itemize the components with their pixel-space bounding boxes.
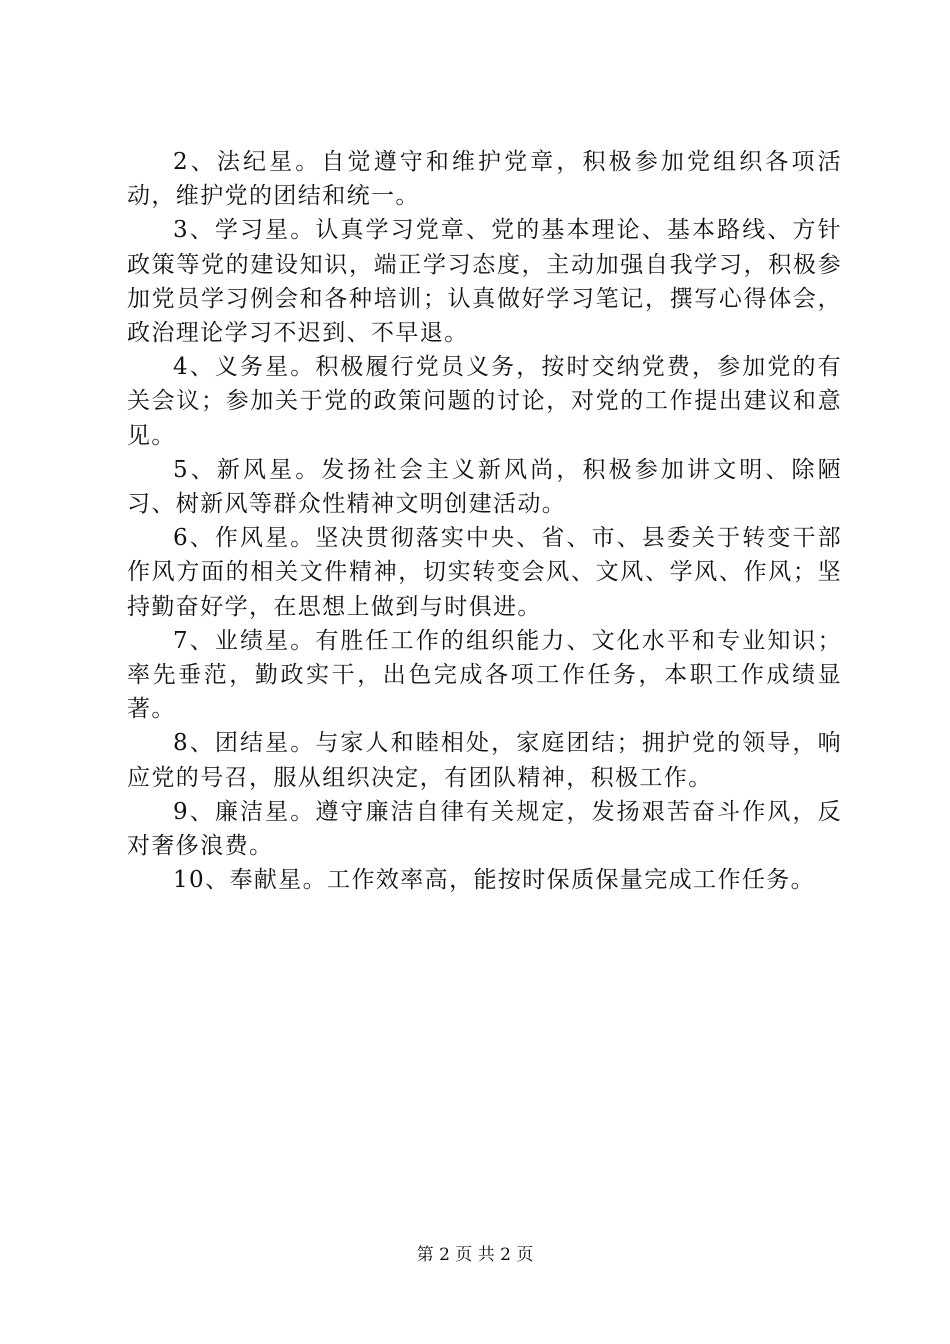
paragraph-yejixing: 7、业绩星。有胜任工作的组织能力、文化水平和专业知识；率先垂范，勤政实干，出色完成各项工作任务，本职工作成绩显著。 bbox=[127, 627, 842, 723]
paragraph-xuexixing: 3、学习星。认真学习党章、党的基本理论、基本路线、方针政策等党的建设知识，端正学习态度，主动加强自我学习，积极参加党员学习例会和各种培训；认真做好学习笔记，撰写心得体会，政治理论学习不迟到、不早退。 bbox=[127, 217, 842, 347]
document-body bbox=[127, 145, 842, 897]
paragraph-tuanjiexing: 8、团结星。与家人和睦相处，家庭团结；拥护党的领导，响应党的号召，服从组织决定，有团队精神，积极工作。 bbox=[127, 730, 842, 791]
page-number-footer: 第 2 页 共 2 页 bbox=[416, 1245, 534, 1265]
paragraph-fengxianxing: 10、奉献星。工作效率高，能按时保质保量完成工作任务。 bbox=[173, 867, 816, 894]
paragraph-xinfengxing: 5、新风星。发扬社会主义新风尚，积极参加讲文明、除陋习、树新风等群众性精神文明创建活动。 bbox=[127, 456, 842, 518]
paragraph-yiwuxing: 4、义务星。积极履行党员义务，按时交纳党费，参加党的有关会议；参加关于党的政策问题的讨论，对党的工作提出建议和意见。 bbox=[127, 354, 842, 449]
paragraph-fajixing: 2、法纪星。自觉遵守和维护党章，积极参加党组织各项活动，维护党的团结和统一。 bbox=[127, 149, 842, 210]
paragraph-lianjiexing: 9、廉洁星。遵守廉洁自律有关规定，发扬艰苦奋斗作风，反对奢侈浪费。 bbox=[127, 798, 842, 860]
paragraph-zuofengxing: 6、作风星。坚决贯彻落实中央、省、市、县委关于转变干部作风方面的相关文件精神，切实转变会风、文风、学风、作风；坚持勤奋好学，在思想上做到与时俱进。 bbox=[127, 525, 842, 620]
